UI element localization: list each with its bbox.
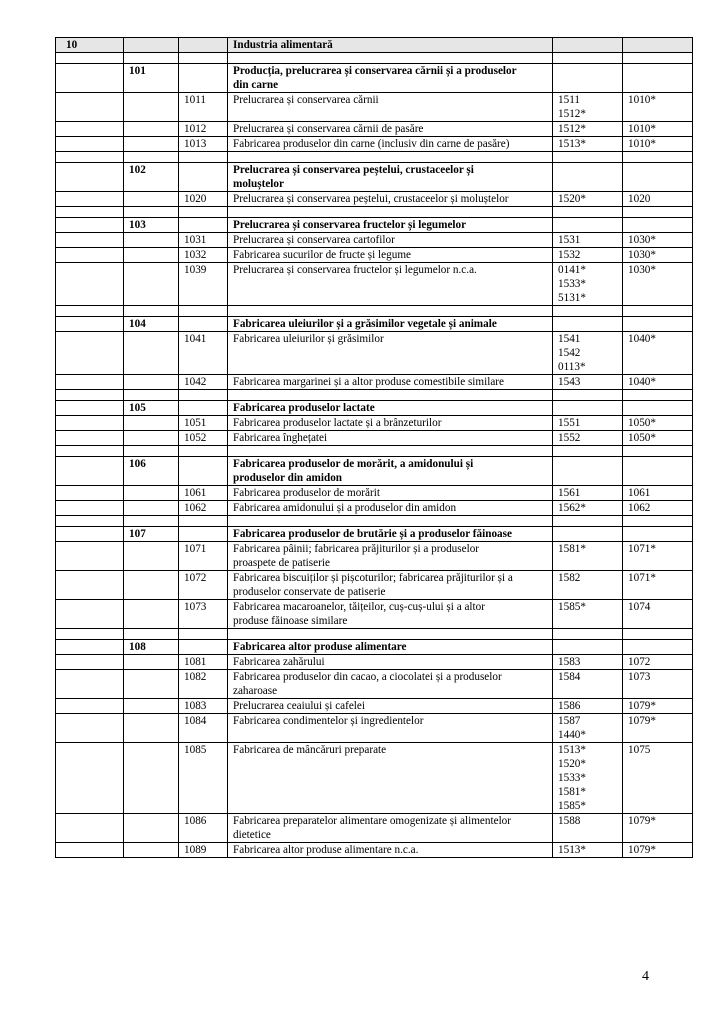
class-title-line: Fabricarea produselor lactate și a brânzeturilor bbox=[233, 417, 442, 429]
nace-rev2-codes bbox=[623, 542, 693, 571]
class-row bbox=[56, 571, 693, 600]
caen-rev1-codes bbox=[553, 655, 623, 670]
caen-rev1-codes bbox=[553, 571, 623, 600]
group-title-line: Producția, prelucrarea și conservarea cărnii și a produselor bbox=[233, 65, 517, 77]
class-title bbox=[228, 431, 553, 446]
caen-rev1-codes bbox=[553, 332, 623, 375]
group-row bbox=[56, 64, 693, 93]
nace-rev2-codes-line: 1010* bbox=[628, 138, 656, 150]
class-row bbox=[56, 431, 693, 446]
class-code: 1032 bbox=[179, 248, 228, 263]
caen-rev1-codes bbox=[553, 743, 623, 814]
group-row bbox=[56, 163, 693, 192]
class-title bbox=[228, 93, 553, 122]
nace-rev2-codes-line: 1040* bbox=[628, 333, 656, 345]
class-title-line: produselor conservate de patiserie bbox=[233, 586, 386, 598]
class-title-line: Prelucrarea și conservarea cărnii bbox=[233, 94, 379, 106]
class-code: 1062 bbox=[179, 501, 228, 516]
class-title-line: Prelucrarea și conservarea peștelui, crustaceelor și moluștelor bbox=[233, 193, 509, 205]
group-code: 108 bbox=[124, 640, 179, 655]
class-title bbox=[228, 571, 553, 600]
group-title-line: Fabricarea produselor de brutărie și a produselor făinoase bbox=[233, 528, 512, 540]
group-title-line: Fabricarea uleiurilor și a grăsimilor vegetale și animale bbox=[233, 318, 497, 330]
group-row bbox=[56, 401, 693, 416]
class-title bbox=[228, 375, 553, 390]
class-title bbox=[228, 122, 553, 137]
class-row bbox=[56, 600, 693, 629]
nace-rev2-codes bbox=[623, 332, 693, 375]
caen-rev1-codes-line: 1511 bbox=[558, 94, 580, 106]
class-title-line: Fabricarea produselor din cacao, a ciocolatei și a produselor bbox=[233, 671, 502, 683]
class-row bbox=[56, 655, 693, 670]
class-code: 1011 bbox=[179, 93, 228, 122]
class-title-line: Prelucrarea și conservarea cărnii de pasăre bbox=[233, 123, 424, 135]
nace-rev2-codes-line: 1071* bbox=[628, 572, 656, 584]
class-title-line: Fabricarea zahărului bbox=[233, 656, 325, 668]
caen-rev1-codes bbox=[553, 248, 623, 263]
class-title-line: Prelucrarea și conservarea cartofilor bbox=[233, 234, 395, 246]
class-title bbox=[228, 843, 553, 858]
nace-rev2-codes bbox=[623, 93, 693, 122]
group-title-line: Prelucrarea și conservarea fructelor și legumelor bbox=[233, 219, 467, 231]
page-number: 4 bbox=[642, 969, 649, 984]
group-code: 104 bbox=[124, 317, 179, 332]
nace-rev2-codes-line: 1072 bbox=[628, 656, 651, 668]
caen-rev1-codes bbox=[553, 431, 623, 446]
class-title-line: zaharoase bbox=[233, 685, 278, 697]
class-title bbox=[228, 670, 553, 699]
table-body bbox=[56, 38, 693, 858]
nace-rev2-codes-line: 1010* bbox=[628, 123, 656, 135]
caen-rev1-codes bbox=[553, 122, 623, 137]
group-code: 105 bbox=[124, 401, 179, 416]
class-title bbox=[228, 699, 553, 714]
class-title bbox=[228, 248, 553, 263]
spacer-row bbox=[56, 446, 693, 457]
nace-rev2-codes-line: 1030* bbox=[628, 264, 656, 276]
class-row bbox=[56, 486, 693, 501]
class-row bbox=[56, 743, 693, 814]
nace-rev2-codes-line: 1030* bbox=[628, 249, 656, 261]
class-code: 1086 bbox=[179, 814, 228, 843]
class-code: 1085 bbox=[179, 743, 228, 814]
nace-rev2-codes-line: 1071* bbox=[628, 543, 656, 555]
nace-rev2-codes-line: 1050* bbox=[628, 417, 656, 429]
caen-rev1-codes bbox=[553, 375, 623, 390]
class-title-line: proaspete de patiserie bbox=[233, 557, 330, 569]
spacer-row bbox=[56, 53, 693, 64]
caen-rev1-codes bbox=[553, 699, 623, 714]
caen-rev1-codes-line: 1561 bbox=[558, 487, 581, 499]
caen-rev1-codes-line: 1581* bbox=[558, 786, 586, 798]
class-code: 1082 bbox=[179, 670, 228, 699]
class-title-line: Fabricarea amidonului și a produselor din amidon bbox=[233, 502, 457, 514]
caen-rev1-codes bbox=[553, 416, 623, 431]
caen-rev1-codes-line: 1513* bbox=[558, 744, 586, 756]
class-row bbox=[56, 93, 693, 122]
class-row bbox=[56, 122, 693, 137]
caen-rev1-codes-line: 0113* bbox=[558, 361, 586, 373]
division-title: Industria alimentară bbox=[228, 38, 553, 53]
class-title bbox=[228, 814, 553, 843]
class-row bbox=[56, 375, 693, 390]
class-row bbox=[56, 670, 693, 699]
class-row bbox=[56, 714, 693, 743]
class-title-line: Fabricarea margarinei și a altor produse comestibile similare bbox=[233, 376, 504, 388]
nace-rev2-codes bbox=[623, 843, 693, 858]
class-row bbox=[56, 814, 693, 843]
caen-rev1-codes-line: 0141* bbox=[558, 264, 586, 276]
nace-rev2-codes-line: 1073 bbox=[628, 671, 651, 683]
caen-rev1-codes-line: 1585* bbox=[558, 800, 586, 812]
caen-rev1-codes-line: 1520* bbox=[558, 193, 586, 205]
caen-rev1-codes-line: 1542 bbox=[558, 347, 581, 359]
caen-rev1-codes-line: 1513* bbox=[558, 138, 586, 150]
caen-rev1-codes-line: 1513* bbox=[558, 844, 586, 856]
group-title-line: moluștelor bbox=[233, 178, 284, 190]
nace-rev2-codes bbox=[623, 501, 693, 516]
class-title-line: Fabricarea produselor din carne (inclusiv din carne de pasăre) bbox=[233, 138, 510, 150]
nace-rev2-codes bbox=[623, 375, 693, 390]
caen-rev1-codes-line: 1552 bbox=[558, 432, 581, 444]
caen-rev1-codes bbox=[553, 714, 623, 743]
class-title-line: Fabricarea preparatelor alimentare omogenizate și alimentelor bbox=[233, 815, 511, 827]
class-title-line: Fabricarea produselor de morărit bbox=[233, 487, 380, 499]
nace-rev2-codes-line: 1074 bbox=[628, 601, 651, 613]
class-title bbox=[228, 714, 553, 743]
caen-rev1-codes bbox=[553, 233, 623, 248]
caen-rev1-codes-line: 1440* bbox=[558, 729, 586, 741]
group-title bbox=[228, 64, 553, 93]
group-title bbox=[228, 457, 553, 486]
group-row bbox=[56, 218, 693, 233]
group-row bbox=[56, 457, 693, 486]
class-code: 1031 bbox=[179, 233, 228, 248]
division-row bbox=[56, 38, 693, 53]
nace-rev2-codes bbox=[623, 743, 693, 814]
caen-rev1-codes-line: 1541 bbox=[558, 333, 581, 345]
class-title bbox=[228, 486, 553, 501]
caen-rev1-codes-line: 1584 bbox=[558, 671, 581, 683]
nace-rev2-codes-line: 1030* bbox=[628, 234, 656, 246]
group-title-line: din carne bbox=[233, 79, 279, 91]
class-row bbox=[56, 137, 693, 152]
group-code: 106 bbox=[124, 457, 179, 486]
group-code: 103 bbox=[124, 218, 179, 233]
caen-rev1-codes-line: 1533* bbox=[558, 278, 586, 290]
caen-rev1-codes-line: 1587 bbox=[558, 715, 581, 727]
group-code: 107 bbox=[124, 527, 179, 542]
class-code: 1072 bbox=[179, 571, 228, 600]
nace-rev2-codes bbox=[623, 714, 693, 743]
class-code: 1052 bbox=[179, 431, 228, 446]
class-title bbox=[228, 743, 553, 814]
caen-classification-table bbox=[55, 37, 693, 858]
class-title bbox=[228, 542, 553, 571]
nace-rev2-codes-line: 1079* bbox=[628, 700, 656, 712]
caen-rev1-codes-line: 1588 bbox=[558, 815, 581, 827]
class-title-line: Prelucrarea ceaiului și cafelei bbox=[233, 700, 365, 712]
spacer-row bbox=[56, 306, 693, 317]
class-row bbox=[56, 542, 693, 571]
caen-rev1-codes bbox=[553, 486, 623, 501]
caen-rev1-codes-line: 1583 bbox=[558, 656, 581, 668]
caen-rev1-codes bbox=[553, 814, 623, 843]
class-title bbox=[228, 192, 553, 207]
class-title-line: Fabricarea condimentelor și ingredientelor bbox=[233, 715, 424, 727]
class-title bbox=[228, 137, 553, 152]
class-title-line: Fabricarea înghețatei bbox=[233, 432, 328, 444]
nace-rev2-codes bbox=[623, 814, 693, 843]
class-code: 1083 bbox=[179, 699, 228, 714]
class-row bbox=[56, 416, 693, 431]
group-code: 102 bbox=[124, 163, 179, 192]
nace-rev2-codes bbox=[623, 431, 693, 446]
nace-rev2-codes-line: 1061 bbox=[628, 487, 651, 499]
class-code: 1041 bbox=[179, 332, 228, 375]
caen-rev1-codes bbox=[553, 93, 623, 122]
nace-rev2-codes-line: 1020 bbox=[628, 193, 651, 205]
caen-rev1-codes bbox=[553, 192, 623, 207]
nace-rev2-codes-line: 1079* bbox=[628, 844, 656, 856]
class-row bbox=[56, 233, 693, 248]
class-code: 1020 bbox=[179, 192, 228, 207]
group-title-line: Fabricarea produselor de morărit, a amidonului și bbox=[233, 458, 474, 470]
group-row bbox=[56, 527, 693, 542]
class-title-line: Fabricarea pâinii; fabricarea prăjiturilor și a produselor bbox=[233, 543, 480, 555]
group-title bbox=[228, 163, 553, 192]
class-title-line: Fabricarea macaroanelor, tăițeilor, cuș-cuș-ului și a altor bbox=[233, 601, 485, 613]
spacer-row bbox=[56, 516, 693, 527]
caen-rev1-codes-line: 1562* bbox=[558, 502, 586, 514]
class-code: 1089 bbox=[179, 843, 228, 858]
caen-rev1-codes-line: 1585* bbox=[558, 601, 586, 613]
class-code: 1051 bbox=[179, 416, 228, 431]
class-row bbox=[56, 332, 693, 375]
class-code: 1084 bbox=[179, 714, 228, 743]
class-title-line: Prelucrarea și conservarea fructelor și legumelor n.c.a. bbox=[233, 264, 477, 276]
class-title bbox=[228, 501, 553, 516]
group-title bbox=[228, 401, 553, 416]
division-code: 10 bbox=[56, 38, 124, 53]
nace-rev2-codes bbox=[623, 233, 693, 248]
nace-rev2-codes-line: 1075 bbox=[628, 744, 651, 756]
class-title bbox=[228, 655, 553, 670]
caen-rev1-codes bbox=[553, 263, 623, 306]
nace-rev2-codes-line: 1079* bbox=[628, 815, 656, 827]
nace-rev2-codes bbox=[623, 600, 693, 629]
caen-rev1-codes-line: 1581* bbox=[558, 543, 586, 555]
caen-rev1-codes-line: 1520* bbox=[558, 758, 586, 770]
spacer-row bbox=[56, 207, 693, 218]
class-code: 1013 bbox=[179, 137, 228, 152]
nace-rev2-codes bbox=[623, 122, 693, 137]
group-title bbox=[228, 640, 553, 655]
class-title-line: Fabricarea de mâncăruri preparate bbox=[233, 744, 387, 756]
caen-rev1-codes-line: 1531 bbox=[558, 234, 581, 246]
caen-rev1-codes-line: 1512* bbox=[558, 123, 586, 135]
caen-rev1-codes-line: 1586 bbox=[558, 700, 581, 712]
nace-rev2-codes bbox=[623, 137, 693, 152]
nace-rev2-codes bbox=[623, 263, 693, 306]
nace-rev2-codes-line: 1040* bbox=[628, 376, 656, 388]
class-row bbox=[56, 843, 693, 858]
caen-rev1-codes-line: 1582 bbox=[558, 572, 581, 584]
nace-rev2-codes bbox=[623, 416, 693, 431]
caen-rev1-codes bbox=[553, 501, 623, 516]
class-row bbox=[56, 248, 693, 263]
class-code: 1061 bbox=[179, 486, 228, 501]
caen-rev1-codes bbox=[553, 670, 623, 699]
class-title bbox=[228, 233, 553, 248]
caen-rev1-codes bbox=[553, 600, 623, 629]
caen-rev1-codes bbox=[553, 542, 623, 571]
nace-rev2-codes bbox=[623, 655, 693, 670]
group-title-line: Fabricarea produselor lactate bbox=[233, 402, 375, 414]
nace-rev2-codes bbox=[623, 248, 693, 263]
class-title bbox=[228, 332, 553, 375]
caen-rev1-codes bbox=[553, 843, 623, 858]
class-title-line: dietetice bbox=[233, 829, 271, 841]
class-code: 1081 bbox=[179, 655, 228, 670]
spacer-row bbox=[56, 152, 693, 163]
group-title bbox=[228, 218, 553, 233]
class-title bbox=[228, 600, 553, 629]
class-title-line: produse făinoase similare bbox=[233, 615, 348, 627]
group-row bbox=[56, 317, 693, 332]
group-title-line: Fabricarea altor produse alimentare bbox=[233, 641, 407, 653]
caen-rev1-codes-line: 1543 bbox=[558, 376, 581, 388]
caen-rev1-codes-line: 5131* bbox=[558, 292, 586, 304]
caen-rev1-codes-line: 1532 bbox=[558, 249, 581, 261]
spacer-row bbox=[56, 629, 693, 640]
class-code: 1039 bbox=[179, 263, 228, 306]
nace-rev2-codes bbox=[623, 192, 693, 207]
spacer-row bbox=[56, 390, 693, 401]
nace-rev2-codes-line: 1079* bbox=[628, 715, 656, 727]
class-title-line: Fabricarea uleiurilor și grăsimilor bbox=[233, 333, 384, 345]
group-row bbox=[56, 640, 693, 655]
class-row bbox=[56, 501, 693, 516]
nace-rev2-codes-line: 1010* bbox=[628, 94, 656, 106]
class-title-line: Fabricarea sucurilor de fructe și legume bbox=[233, 249, 411, 261]
class-code: 1073 bbox=[179, 600, 228, 629]
class-title bbox=[228, 263, 553, 306]
group-code: 101 bbox=[124, 64, 179, 93]
class-row bbox=[56, 192, 693, 207]
nace-rev2-codes bbox=[623, 571, 693, 600]
class-title-line: Fabricarea altor produse alimentare n.c.a. bbox=[233, 844, 419, 856]
class-code: 1042 bbox=[179, 375, 228, 390]
group-title-line: produselor din amidon bbox=[233, 472, 343, 484]
nace-rev2-codes bbox=[623, 699, 693, 714]
caen-rev1-codes-line: 1533* bbox=[558, 772, 586, 784]
nace-rev2-codes-line: 1062 bbox=[628, 502, 651, 514]
class-code: 1012 bbox=[179, 122, 228, 137]
group-title bbox=[228, 317, 553, 332]
caen-rev1-codes bbox=[553, 137, 623, 152]
group-title-line: Prelucrarea și conservarea peștelui, crustaceelor și bbox=[233, 164, 474, 176]
nace-rev2-codes bbox=[623, 486, 693, 501]
class-title bbox=[228, 416, 553, 431]
nace-rev2-codes bbox=[623, 670, 693, 699]
caen-rev1-codes-line: 1551 bbox=[558, 417, 581, 429]
group-title bbox=[228, 527, 553, 542]
caen-rev1-codes-line: 1512* bbox=[558, 108, 586, 120]
class-title-line: Fabricarea biscuiților și pișcoturilor; fabricarea prăjiturilor și a bbox=[233, 572, 513, 584]
class-row bbox=[56, 699, 693, 714]
class-row bbox=[56, 263, 693, 306]
nace-rev2-codes-line: 1050* bbox=[628, 432, 656, 444]
class-code: 1071 bbox=[179, 542, 228, 571]
